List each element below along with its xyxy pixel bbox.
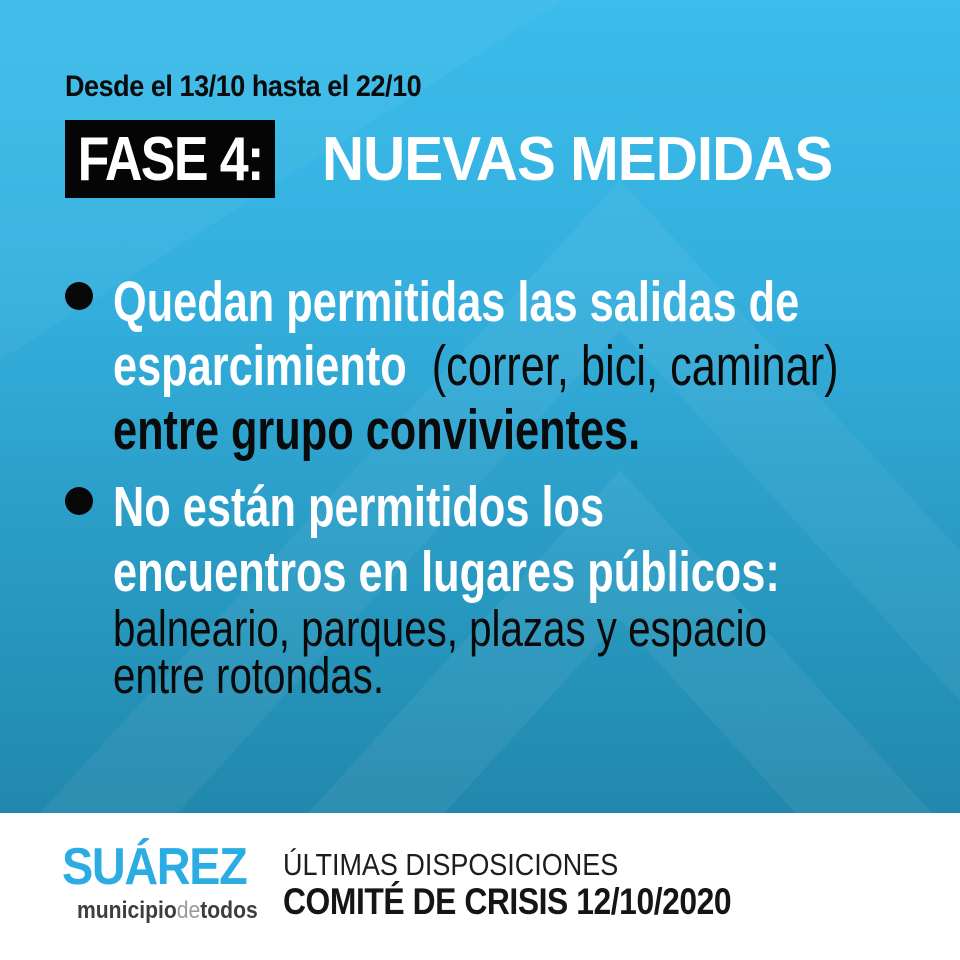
bullet-text — [113, 270, 960, 462]
bullet-line-text: Quedan permitidas las salidas de — [113, 270, 800, 334]
bullet-line — [113, 270, 960, 334]
bullet-dot-icon — [65, 282, 93, 310]
bullet-dot-icon — [65, 487, 93, 515]
bullet-line — [113, 398, 960, 462]
bullet-line — [113, 647, 960, 704]
bullet-line — [113, 540, 960, 605]
bullet-plain-text: (correr, bici, caminar) — [431, 334, 839, 398]
bullet-line-text: No están permitidos los — [113, 475, 605, 539]
footer-subtitle-text: ÚLTIMAS DISPOSICIONES — [283, 847, 619, 882]
bullet-line — [113, 600, 960, 657]
footer-title — [283, 883, 804, 920]
tagline-todos: todos — [200, 897, 258, 924]
bullet-text — [113, 475, 960, 704]
tagline-municipio: municipio — [77, 897, 177, 924]
footer-bar — [0, 813, 960, 960]
headline-title — [322, 120, 865, 198]
bullet-line-text: balneario, parques, plazas y espacio — [113, 600, 768, 657]
bullet-highlight-text: esparcimiento — [113, 334, 407, 398]
bullet-line — [113, 475, 960, 540]
footer-subtitle — [283, 849, 668, 880]
date-range-text: Desde el 13/10 hasta el 22/10 — [65, 70, 422, 103]
footer-title-text: COMITÉ DE CRISIS 12/10/2020 — [283, 881, 732, 922]
bullet-item-salidas — [65, 270, 960, 462]
bullet-line — [113, 334, 960, 398]
bullet-item-encuentros — [65, 475, 960, 704]
headline-title-text: NUEVAS MEDIDAS — [322, 124, 833, 194]
logo-tagline — [77, 899, 282, 923]
bullet-line-text: entre grupo convivientes. — [113, 398, 641, 462]
phase-badge — [65, 120, 275, 198]
date-range — [65, 70, 461, 104]
bullet-line-text: entre rotondas. — [113, 647, 385, 704]
bullet-line-text: encuentros en lugares públicos: — [113, 540, 780, 604]
phase-badge-label: FASE 4: — [77, 124, 263, 194]
suarez-logo — [62, 838, 267, 896]
tagline-de: de — [176, 897, 201, 924]
suarez-logo-text: SUÁREZ — [62, 838, 247, 896]
